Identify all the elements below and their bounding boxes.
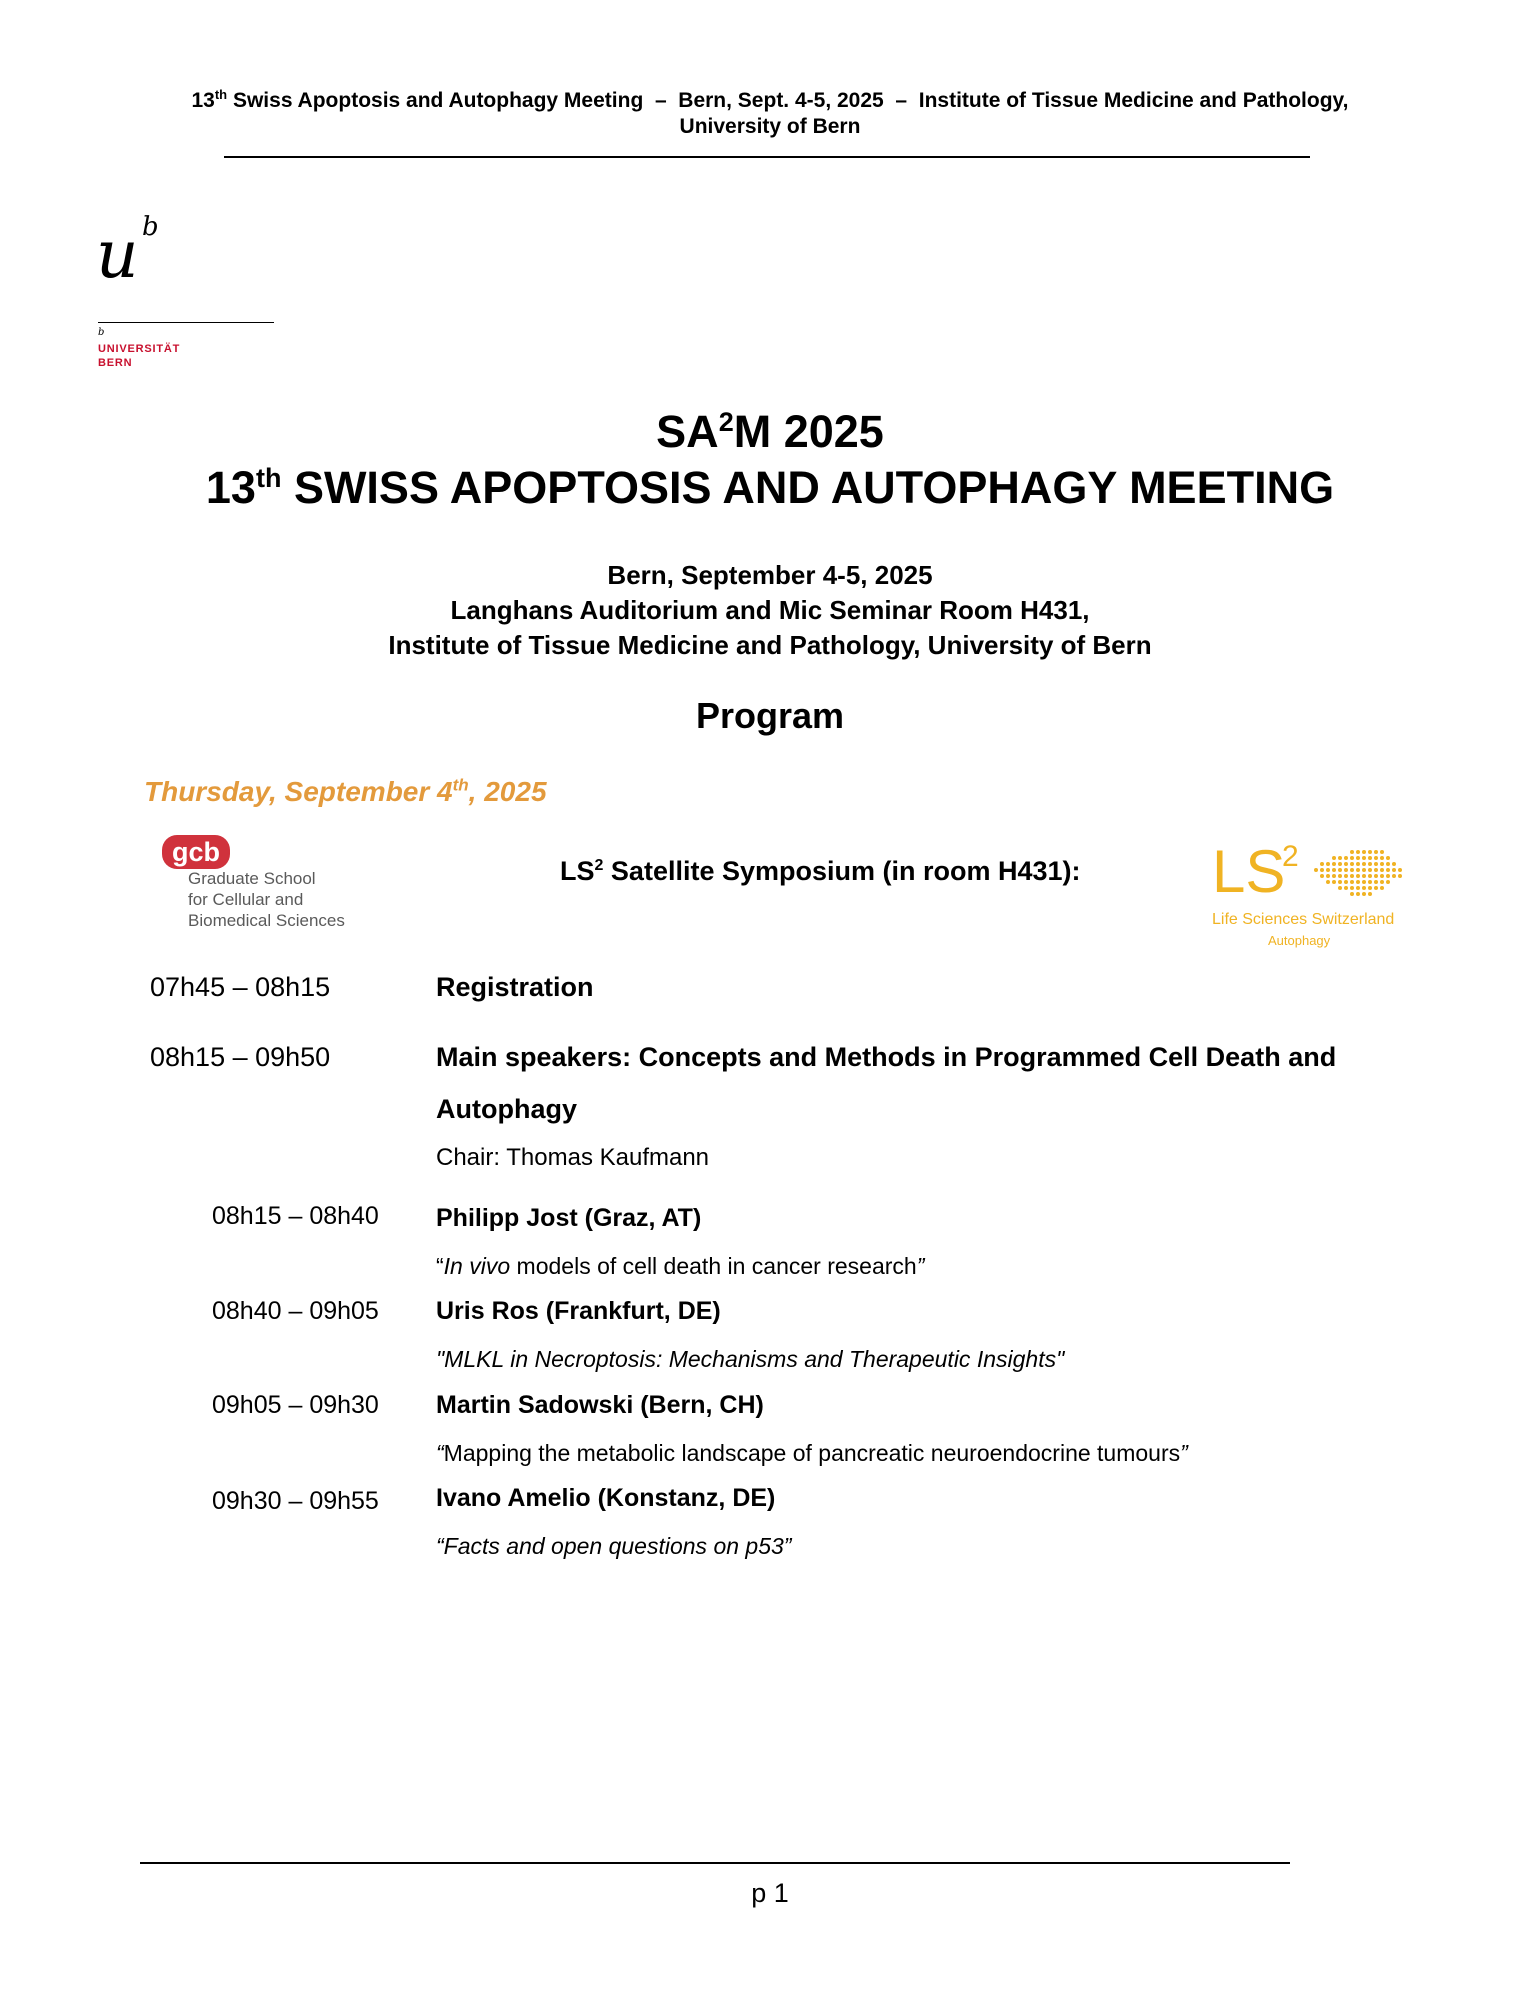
ls2-dot — [1338, 868, 1342, 872]
ls2-dot — [1338, 862, 1342, 866]
ls2-dot — [1380, 874, 1384, 878]
ls2-dot — [1386, 862, 1390, 866]
meeting-title-full: 13th SWISS APOPTOSIS AND AUTOPHAGY MEETING — [205, 462, 1335, 513]
ls2-dot — [1374, 874, 1378, 878]
meeting-title-short: $SA^2M$ 2025 — [656, 406, 884, 457]
ls2-dot — [1374, 868, 1378, 872]
ls2-dot — [1350, 892, 1354, 896]
page-number: p 1 — [751, 1878, 789, 1908]
ls2-dot — [1326, 862, 1330, 866]
ls2-dot — [1332, 880, 1336, 884]
ls2-dot — [1326, 868, 1330, 872]
ls2-dot — [1356, 856, 1360, 860]
ls2-dot — [1314, 868, 1318, 872]
talk-speaker: Philipp Jost (Graz, AT) — [436, 1204, 702, 1232]
ls2-dot — [1368, 886, 1372, 890]
ls2-dot — [1368, 862, 1372, 866]
ls2-dot — [1398, 874, 1402, 878]
venue-info — [0, 558, 1540, 663]
running-header — [80, 88, 1460, 140]
ls2-dot — [1350, 868, 1354, 872]
ls2-dot — [1374, 886, 1378, 890]
ls2-dot — [1344, 886, 1348, 890]
ls2-dot — [1344, 874, 1348, 878]
ls2-dot — [1362, 880, 1366, 884]
ls2-logo-subtitle-2: Autophagy — [1268, 933, 1331, 948]
talk-speaker: Martin Sadowski (Bern, CH) — [436, 1391, 764, 1419]
ls2-dot — [1350, 886, 1354, 890]
ls2-dot — [1338, 874, 1342, 878]
ls2-dot — [1350, 874, 1354, 878]
ls2-dot — [1392, 874, 1396, 878]
ls2-dot — [1380, 868, 1384, 872]
ls2-dot — [1344, 856, 1348, 860]
ls2-dot — [1380, 850, 1384, 854]
gcb-logo-mark: gcb — [171, 837, 221, 867]
ls2-dot — [1374, 850, 1378, 854]
ls2-dot — [1320, 862, 1324, 866]
ls2-dot — [1332, 856, 1336, 860]
ls2-dot — [1374, 856, 1378, 860]
ls2-dot — [1362, 856, 1366, 860]
talk-time: 08h40 – 09h05 — [212, 1297, 379, 1325]
talk-title: “Facts and open questions on p53” — [436, 1533, 792, 1559]
talk-title: “Mapping the metabolic landscape of pancreatic neuroendocrine tumours” — [436, 1440, 1188, 1466]
ls2-dot — [1362, 874, 1366, 878]
gcb-logo-text: Graduate School for Cellular and Biomedical Sciences — [188, 869, 345, 930]
satellite-symposium-heading: $LS^2$ Satellite Symposium (in room H431): — [560, 856, 1081, 886]
ls2-dot — [1368, 892, 1372, 896]
ls2-dot — [1344, 880, 1348, 884]
footer-divider — [140, 1862, 1290, 1864]
ls2-dot — [1356, 868, 1360, 872]
ls2-dot — [1380, 862, 1384, 866]
talk-speaker: Ivano Amelio (Konstanz, DE) — [436, 1484, 776, 1512]
ls2-dot — [1326, 880, 1330, 884]
ls2-dot — [1386, 874, 1390, 878]
ls2-dot — [1338, 886, 1342, 890]
ls2-dot — [1362, 850, 1366, 854]
ls2-dot — [1386, 868, 1390, 872]
registration-time: 07h45 – 08h15 — [150, 972, 331, 1002]
ls2-dot — [1350, 880, 1354, 884]
talk-speaker: Uris Ros (Frankfurt, DE) — [436, 1297, 721, 1325]
ls2-dot — [1356, 892, 1360, 896]
program-heading: Program — [695, 695, 845, 736]
unibe-logo-letter-u: u — [96, 216, 139, 293]
ls2-dot — [1362, 886, 1366, 890]
ls2-dot — [1350, 856, 1354, 860]
venue-rooms: Langhans Auditorium and Mic Seminar Room H431, — [450, 595, 1090, 625]
ls2-dot — [1344, 868, 1348, 872]
ls2-dot — [1356, 886, 1360, 890]
ls2-logo-mark: LS — [1212, 838, 1286, 905]
session-time: 08h15 – 09h50 — [150, 1042, 331, 1072]
ls2-dot — [1356, 862, 1360, 866]
ls2-dot — [1344, 862, 1348, 866]
unibe-logo-small-b: b — [98, 327, 105, 338]
ls2-dot — [1362, 868, 1366, 872]
ls2-dot — [1326, 874, 1330, 878]
talk-title: "MLKL in Necroptosis: Mechanisms and Therapeutic Insights" — [436, 1346, 1065, 1372]
ls2-dot — [1338, 856, 1342, 860]
ls2-dot — [1320, 868, 1324, 872]
ls2-dot-map-icon — [1312, 848, 1404, 896]
ls2-dot — [1356, 880, 1360, 884]
ls2-dot — [1338, 880, 1342, 884]
session-chair: Chair: Thomas Kaufmann — [436, 1144, 710, 1171]
talk-time: 08h15 – 08h40 — [212, 1202, 379, 1230]
ls2-dot — [1368, 880, 1372, 884]
ls2-dot — [1356, 850, 1360, 854]
ls2-dot — [1380, 856, 1384, 860]
ls2-dot — [1362, 862, 1366, 866]
ls2-dot — [1368, 868, 1372, 872]
ls2-dot — [1380, 880, 1384, 884]
ls2-dot — [1368, 874, 1372, 878]
ls2-dot — [1392, 868, 1396, 872]
venue-date: Bern, September 4-5, 2025 — [607, 560, 933, 590]
ls2-dot — [1386, 880, 1390, 884]
ls2-dot — [1380, 886, 1384, 890]
unibe-logo-letter-b: b — [142, 212, 159, 242]
ls2-dot — [1386, 856, 1390, 860]
ls2-logo-subtitle: Life Sciences Switzerland — [1212, 911, 1395, 928]
ls2-dot — [1374, 862, 1378, 866]
header-divider — [224, 156, 1310, 158]
talk-title: “In vivo models of cell death in cancer research” — [436, 1253, 925, 1279]
ls2-dot — [1368, 850, 1372, 854]
ls2-dot — [1374, 880, 1378, 884]
venue-institute: Institute of Tissue Medicine and Pathology, University of Bern — [388, 630, 1152, 660]
running-header-line2: University of Bern — [679, 115, 861, 138]
ls2-logo-mark-sup: 2 — [1282, 840, 1299, 873]
ls2-dot — [1332, 862, 1336, 866]
ls2-dot — [1398, 868, 1402, 872]
ls2-dot — [1356, 874, 1360, 878]
registration-title: Registration — [436, 972, 594, 1002]
ls2-dot — [1320, 874, 1324, 878]
ls2-dot — [1362, 892, 1366, 896]
talk-time: 09h05 – 09h30 — [212, 1391, 379, 1419]
ls2-dot — [1332, 868, 1336, 872]
session-title: Main speakers: Concepts and Methods in Programmed Cell Death and Autophagy — [436, 1042, 1337, 1124]
unibe-logo-name: UNIVERSITÄT BERN — [98, 343, 181, 369]
ls2-dot — [1332, 874, 1336, 878]
gcb-logo-icon — [162, 833, 230, 871]
ls2-dot — [1392, 862, 1396, 866]
talk-time: 09h30 – 09h55 — [212, 1487, 379, 1515]
day-heading: Thursday, September 4th, 2025 — [144, 775, 547, 807]
ls2-dot — [1350, 850, 1354, 854]
ls2-dot — [1368, 856, 1372, 860]
unibe-logo-rule — [98, 322, 274, 323]
running-header-line1: 13th Swiss Apoptosis and Autophagy Meeting – Bern, Sept. 4-5, 2025 – Institute of Tissue Medicine and Pathology, — [191, 87, 1349, 112]
ls2-dot — [1350, 862, 1354, 866]
